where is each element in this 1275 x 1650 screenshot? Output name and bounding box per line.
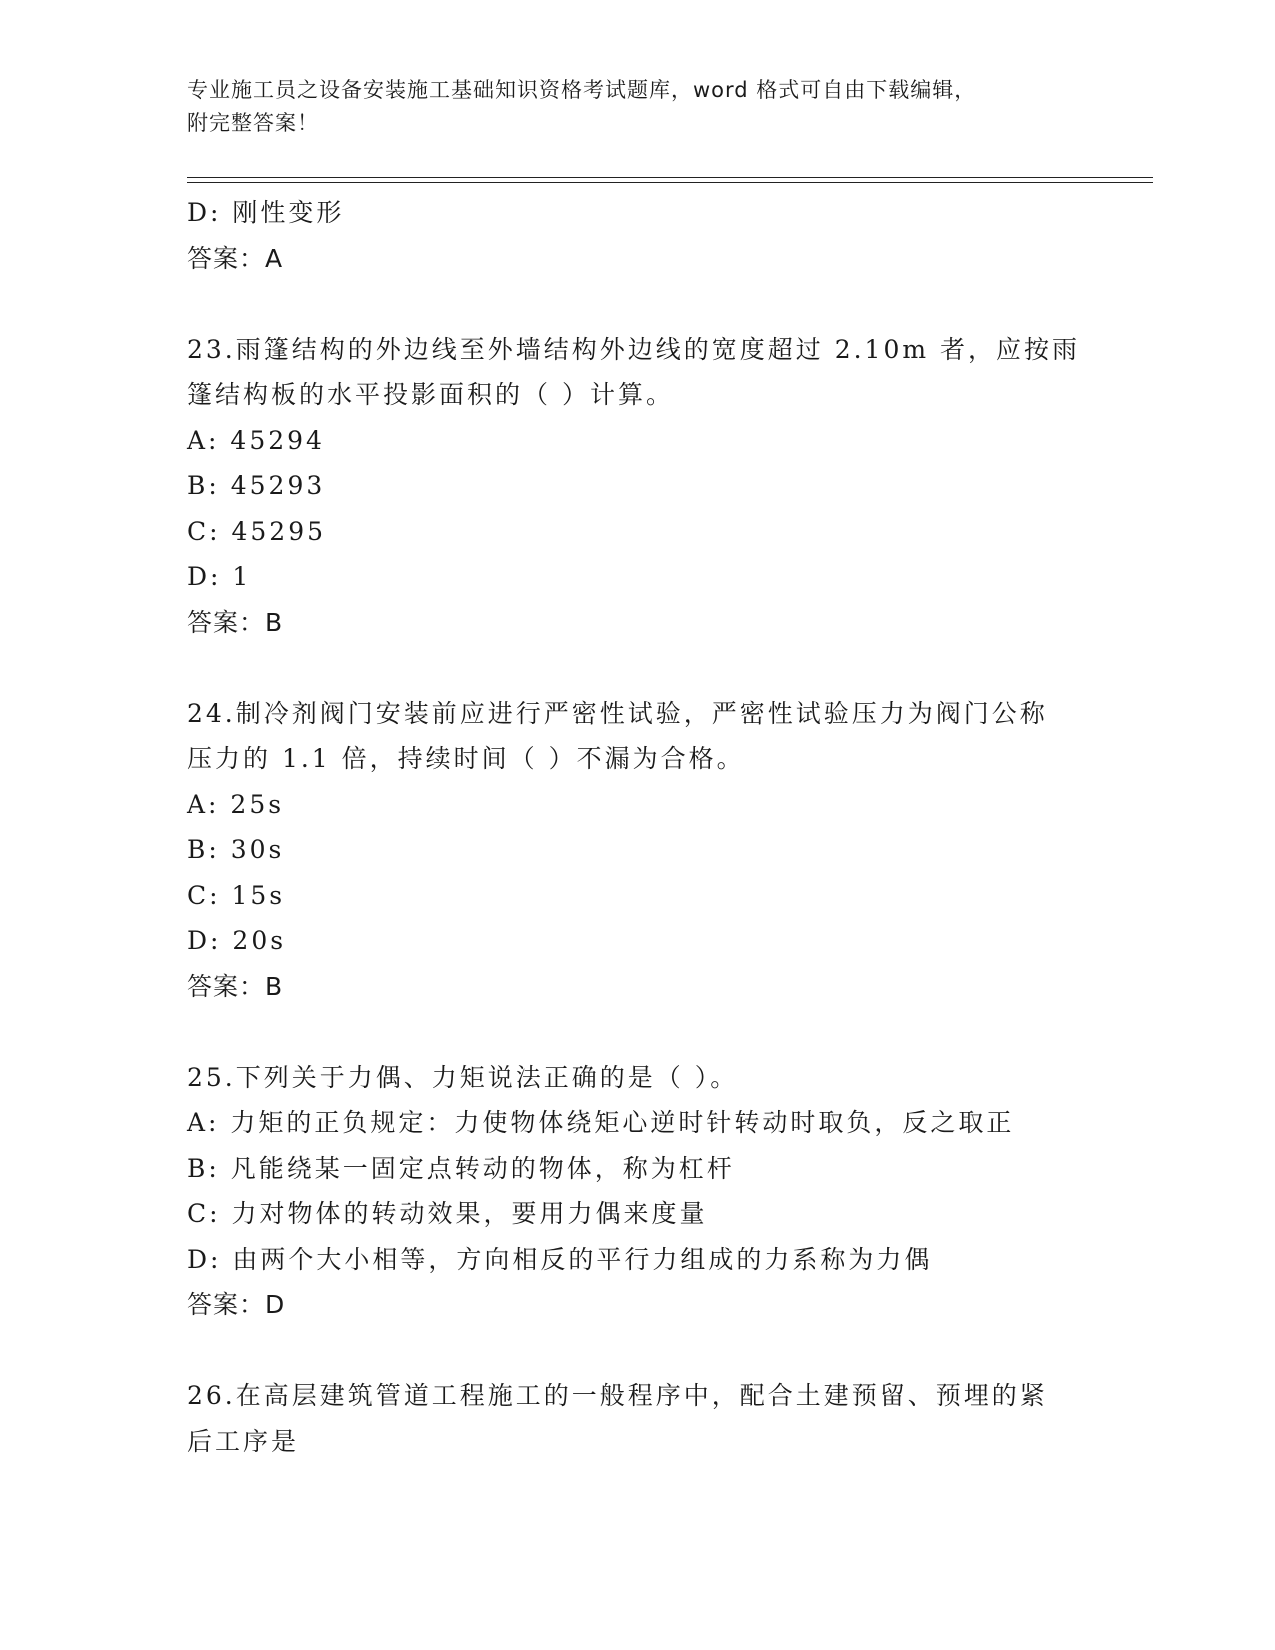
option-d: D: 刚性变形 (187, 198, 345, 227)
option-a: A: 力矩的正负规定：力使物体绕矩心逆时针转动时取负，反之取正 (187, 1108, 1015, 1137)
question-26 (187, 1373, 1087, 1464)
header-divider-bottom (187, 182, 1153, 183)
header-line-2: 附完整答案！ (187, 111, 319, 135)
option-b: B: 凡能绕某一固定点转动的物体，称为杠杆 (187, 1153, 735, 1183)
question-24 (187, 691, 1087, 1010)
option-b: B: 30s (187, 835, 285, 864)
question-text: 后工序是 (187, 1426, 300, 1456)
option-d: D: 由两个大小相等，方向相反的平行力组成的力系称为力偶 (187, 1244, 933, 1274)
option-a: A: 45294 (187, 425, 325, 455)
question-list (187, 190, 1087, 1464)
document-header (187, 74, 1087, 140)
question-text: 篷结构板的水平投影面积的（ ）计算。 (187, 380, 674, 409)
question-text: 26.在高层建筑管道工程施工的一般程序中，配合土建预留、预埋的紧 (187, 1381, 1048, 1410)
question-text: 23.雨篷结构的外边线至外墙结构外边线的宽度超过 2.10m 者，应按雨 (187, 334, 1081, 364)
question-text: 压力的 1.1 倍，持续时间（ ）不漏为合格。 (187, 744, 745, 773)
option-d: D: 1 (187, 562, 252, 591)
option-b: B: 45293 (187, 471, 326, 500)
answer-label: 答案：A (187, 243, 284, 273)
answer-label: 答案：B (187, 607, 284, 637)
option-c: C: 力对物体的转动效果，要用力偶来度量 (187, 1199, 708, 1228)
question-text: 24.制冷剂阀门安装前应进行严密性试验，严密性试验压力为阀门公称 (187, 698, 1048, 728)
question-25 (187, 1055, 1087, 1328)
spacer (187, 645, 1087, 691)
option-a: A: 25s (187, 789, 285, 819)
question-text: 25.下列关于力偶、力矩说法正确的是（ ）。 (187, 1062, 739, 1092)
spacer (187, 1009, 1087, 1055)
header-line-1: 专业施工员之设备安装施工基础知识资格考试题库，word 格式可自由下载编辑， (187, 78, 977, 102)
spacer (187, 1328, 1087, 1374)
question-23 (187, 327, 1087, 646)
option-d: D: 20s (187, 926, 287, 955)
option-c: C: 45295 (187, 516, 327, 546)
answer-label: 答案：B (187, 971, 284, 1001)
header-divider-top (187, 177, 1153, 178)
spacer (187, 281, 1087, 327)
option-c: C: 15s (187, 880, 286, 910)
answer-label: 答案：D (187, 1290, 286, 1319)
